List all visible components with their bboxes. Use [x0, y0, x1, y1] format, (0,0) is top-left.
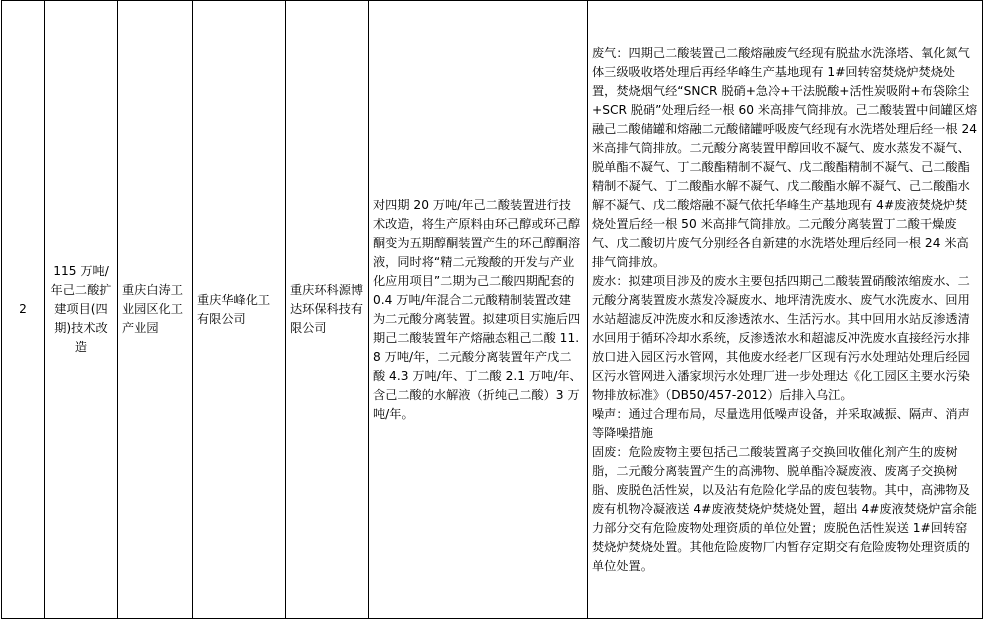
waste-gas-measures: 废气：四期己二酸装置己二酸熔融废气经现有脱盐水洗涤塔、氧化氮气体三级吸收塔处理后再经华峰生产基地现有 1#回转窑焚烧炉焚烧处置，焚烧烟气经“SNCR 脱硝+急冷+干法脱酸+活性炭吸附+布袋除尘+SCR 脱硝”处理后经一根 60 米高排气筒排放。己二酸装置中间罐区熔融己二酸储罐和熔融二元酸储罐呼吸废气经现有水洗塔处理后经一根 24 米高排气筒排放。二元酸分离装置甲醇回收不凝气、废水蒸发不凝气、脱单酯不凝气、丁二酸酯精制不凝气、戊二酸酯精制不凝气、己二酸酯精制不凝气、丁二酸酯水解不凝气、戊二酸酯水解不凝气、己二酸酯水解不凝气、戊二酸熔融不凝气依托华峰生产基地现有 4#废液焚烧炉焚烧处置后经一根 50 米高排气筒排放。二元酸分离装置丁二酸干燥废气、戊二酸切片废气分别经各自新建的水洗塔处理后经同一根 24 米高排气筒排放。	[592, 45, 978, 269]
solid-waste-measures: 固废：危险废物主要包括己二酸装置离子交换回收催化剂产生的废树脂，二元酸分离装置产生的高沸物、脱单酯冷凝废液、废离子交换树脂、废脱色活性炭，以及沾有危险化学品的废包装物。其中，高沸物及废有机物冷凝液送 4#废液焚烧炉焚烧处置，超出 4#废液焚烧炉富余能力部分交有危险废物处理资质的单位处置；废脱色活性炭送 1#回转窑焚烧炉焚烧处置。其他危险废物厂内暂存定期交有危险废物处理资质的单位处置。	[592, 444, 977, 573]
measures-cell	[588, 1, 983, 619]
project-description-cell: 对四期 20 万吨/年己二酸装置进行技术改造，将生产原料由环己醇或环己醇酮变为五期醇酮装置产生的环己醇酮溶液，同时将“精二元羧酸的开发与产业化应用项目”二期为己二酸四期配套的 0.4 万吨/年混合二元酸精制装置改建为二元酸分离装置。拟建项目实施后四期己二酸装置年产熔融态粗己二酸 11.8 万吨/年，二元酸分离装置年产戊二酸 4.3 万吨/年、丁二酸 2.1 万吨/年、含己二酸的水解液（折纯己二酸）3 万吨/年。	[369, 1, 588, 619]
construction-unit-cell: 重庆华峰化工有限公司	[193, 1, 286, 619]
project-name-cell: 115 万吨/年己二酸扩建项目(四期)技术改造	[45, 1, 118, 619]
eia-unit-cell: 重庆环科源博达环保科技有限公司	[286, 1, 369, 619]
waste-water-measures: 废水：拟建项目涉及的废水主要包括四期己二酸装置硝酸浓缩废水、二元酸分离装置废水蒸发冷凝废水、地坪清洗废水、废气水洗废水、回用水站超滤反冲洗废水和反渗透浓水、生活污水。其中回用水站反渗透清水回用于循环冷却水系统，反渗透浓水和超滤反冲洗废水直接经污水排放口进入园区污水管网，其他废水经老厂区现有污水处理站处理后经园区污水管网进入潘家坝污水处理厂进一步处理达《化工园区主要水污染物排放标准》（DB50/457-2012）后排入乌江。	[592, 273, 970, 402]
noise-measures: 噪声：通过合理布局，尽量选用低噪声设备，并采取减振、隔声、消声等降噪措施	[592, 406, 970, 440]
project-table	[1, 0, 983, 619]
row-number: 2	[2, 1, 45, 619]
location-cell: 重庆白涛工业园区化工产业园	[118, 1, 193, 619]
table-row	[2, 1, 983, 619]
